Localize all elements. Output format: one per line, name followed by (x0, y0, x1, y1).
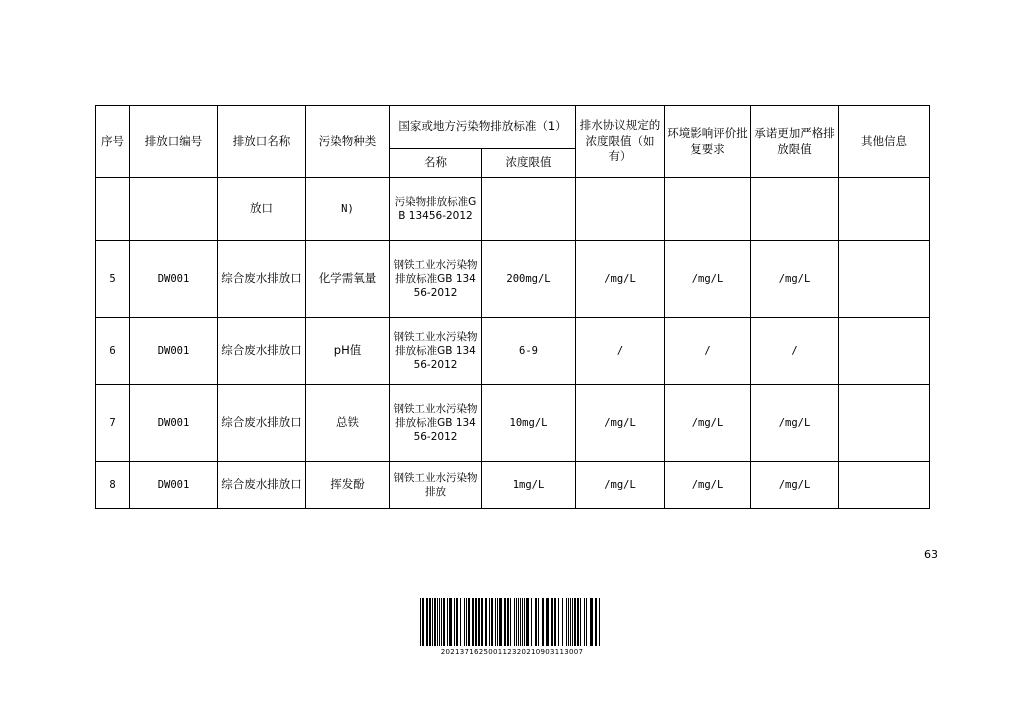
header-other-info: 其他信息 (839, 106, 930, 178)
barcode-image (418, 598, 604, 646)
cell-commitment-limit: /mg/L (751, 241, 839, 318)
header-commitment-limit: 承诺更加严格排放限值 (751, 106, 839, 178)
cell-outlet-code: DW001 (130, 318, 218, 385)
cell-outlet-name: 综合废水排放口 (218, 318, 306, 385)
table-body (96, 178, 930, 509)
cell-standard-limit: 6-9 (482, 318, 576, 385)
header-agreement-limit: 排水协议规定的浓度限值（如有） (576, 106, 665, 178)
cell-commitment-limit: / (751, 318, 839, 385)
cell-seq: 5 (96, 241, 130, 318)
header-seq: 序号 (96, 106, 130, 178)
header-standard-limit: 浓度限值 (482, 149, 576, 178)
cell-standard-name: 钢铁工业水污染物排放标准GB 13456-2012 (390, 318, 482, 385)
cell-agreement-limit: /mg/L (576, 462, 665, 509)
cell-commitment-limit: /mg/L (751, 462, 839, 509)
cell-agreement-limit: /mg/L (576, 241, 665, 318)
cell-standard-name: 钢铁工业水污染物排放标准GB 13456-2012 (390, 385, 482, 462)
cell-agreement-limit (576, 178, 665, 241)
cell-other-info (839, 462, 930, 509)
cell-seq: 6 (96, 318, 130, 385)
cell-standard-limit: 200mg/L (482, 241, 576, 318)
table-row (96, 241, 930, 318)
header-eia-requirement: 环境影响评价批复要求 (665, 106, 751, 178)
cell-seq (96, 178, 130, 241)
cell-outlet-name: 放口 (218, 178, 306, 241)
cell-commitment-limit: /mg/L (751, 385, 839, 462)
page-number: 63 (924, 548, 938, 561)
cell-other-info (839, 241, 930, 318)
cell-standard-name: 钢铁工业水污染物排放 (390, 462, 482, 509)
cell-eia-requirement (665, 178, 751, 241)
table-header-row-1 (96, 106, 930, 149)
cell-pollutant-type: pH值 (306, 318, 390, 385)
cell-agreement-limit: / (576, 318, 665, 385)
emissions-table (95, 105, 930, 509)
barcode-number: 202137162500112320210903113007 (440, 648, 584, 656)
cell-outlet-code: DW001 (130, 462, 218, 509)
cell-standard-limit (482, 178, 576, 241)
cell-eia-requirement: /mg/L (665, 385, 751, 462)
header-pollutant-type: 污染物种类 (306, 106, 390, 178)
emissions-table-container (95, 105, 929, 509)
table-row (96, 178, 930, 241)
table-row (96, 462, 930, 509)
header-standard-group: 国家或地方污染物排放标准（1） (390, 106, 576, 149)
header-standard-name: 名称 (390, 149, 482, 178)
cell-seq: 8 (96, 462, 130, 509)
cell-pollutant-type: 化学需氧量 (306, 241, 390, 318)
barcode (418, 598, 606, 656)
cell-pollutant-type: 挥发酚 (306, 462, 390, 509)
cell-outlet-code (130, 178, 218, 241)
table-row (96, 385, 930, 462)
cell-pollutant-type: N) (306, 178, 390, 241)
header-outlet-code: 排放口编号 (130, 106, 218, 178)
cell-outlet-name: 综合废水排放口 (218, 385, 306, 462)
cell-eia-requirement: /mg/L (665, 462, 751, 509)
cell-standard-limit: 1mg/L (482, 462, 576, 509)
cell-standard-name: 污染物排放标准GB 13456-2012 (390, 178, 482, 241)
header-outlet-name: 排放口名称 (218, 106, 306, 178)
cell-other-info (839, 318, 930, 385)
cell-outlet-name: 综合废水排放口 (218, 462, 306, 509)
table-row (96, 318, 930, 385)
cell-outlet-name: 综合废水排放口 (218, 241, 306, 318)
cell-eia-requirement: /mg/L (665, 241, 751, 318)
cell-pollutant-type: 总铁 (306, 385, 390, 462)
cell-other-info (839, 178, 930, 241)
cell-outlet-code: DW001 (130, 241, 218, 318)
cell-outlet-code: DW001 (130, 385, 218, 462)
cell-other-info (839, 385, 930, 462)
cell-commitment-limit (751, 178, 839, 241)
cell-agreement-limit: /mg/L (576, 385, 665, 462)
cell-seq: 7 (96, 385, 130, 462)
cell-eia-requirement: / (665, 318, 751, 385)
cell-standard-name: 钢铁工业水污染物排放标准GB 13456-2012 (390, 241, 482, 318)
cell-standard-limit: 10mg/L (482, 385, 576, 462)
